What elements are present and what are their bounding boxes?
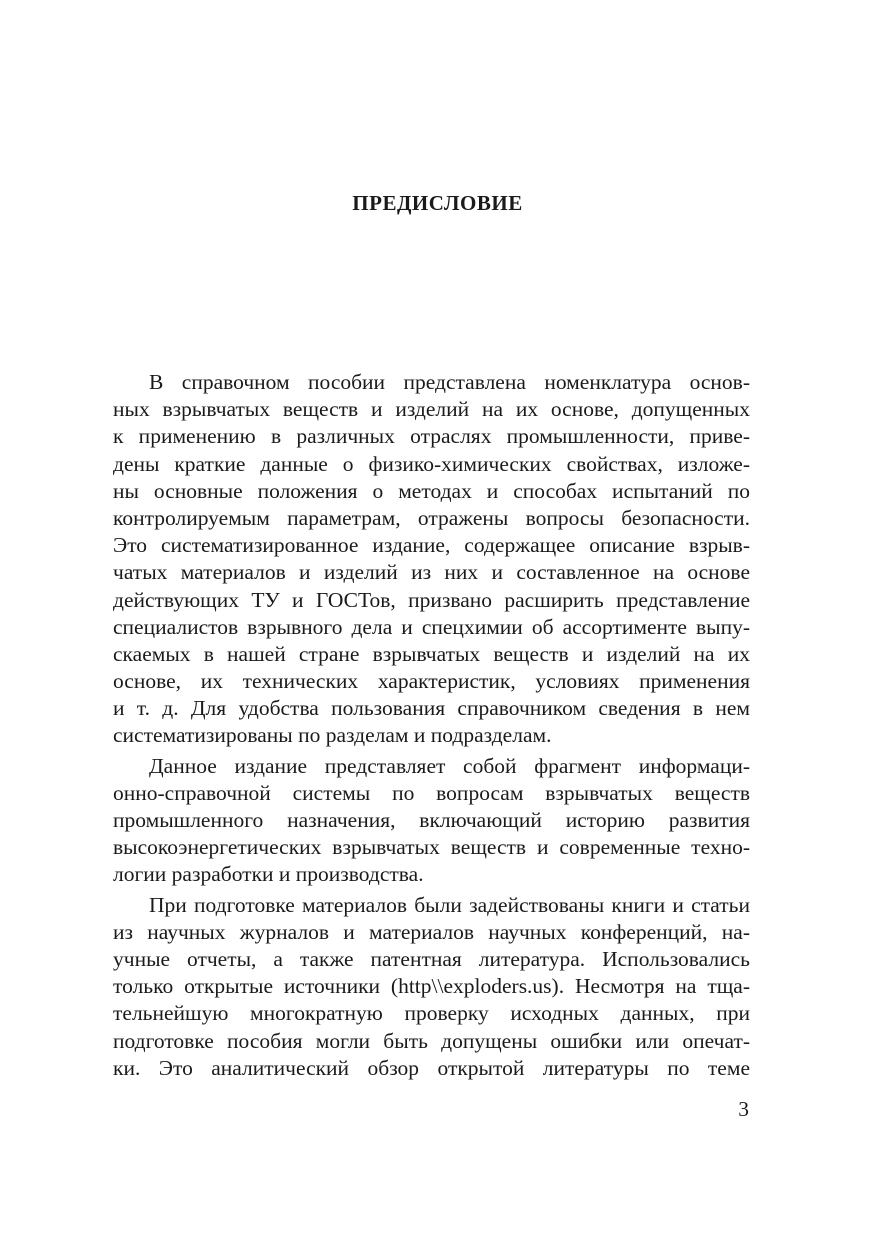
paragraph: [113, 369, 750, 750]
text-line: из научных журналов и материалов научных конференций, на-: [113, 919, 750, 944]
text-line: основе, их технических характеристик, условиях применения: [113, 669, 750, 694]
text-line: логии разработки и производства.: [113, 862, 424, 887]
page-title: ПРЕДИСЛОВИЕ: [352, 191, 523, 215]
paragraph: [113, 892, 750, 1082]
text-line: ки. Это аналитический обзор открытой литературы по теме: [113, 1055, 750, 1080]
text-line: чатых материалов и изделий из них и составленное на основе: [113, 560, 750, 585]
text-line: высокоэнергетических взрывчатых веществ и современные техно-: [113, 835, 750, 860]
text-line: контролируемым параметрам, отражены вопросы безопасности.: [113, 505, 750, 530]
text-line: Это систематизированное издание, содержащее описание взрыв-: [113, 533, 750, 558]
text-line: Данное издание представляет собой фрагмент информаци-: [149, 753, 750, 778]
text-line: скаемых в нашей стране взрывчатых веществ и изделий на их: [113, 641, 750, 666]
text-line: В справочном пособии представлена номенклатура основ-: [149, 370, 750, 394]
text-line: подготовке пособия могли быть допущены ошибки или опечат-: [113, 1028, 750, 1053]
text-line: учные отчеты, а также патентная литература. Использовались: [113, 946, 750, 971]
text-line: При подготовке материалов были задействованы книги и статьи: [149, 892, 750, 917]
text-line: специалистов взрывного дела и спецхимии об ассортименте выпу-: [113, 614, 750, 639]
page-number: 3: [738, 1097, 749, 1121]
text-line: только открытые источники (http\\exploders.us). Несмотря на тща-: [113, 974, 750, 999]
text-line: к применению в различных отраслях промышленности, приве-: [113, 424, 750, 449]
text-line: дены краткие данные о физико-химических свойствах, изложе-: [113, 451, 750, 476]
text-line: систематизированы по разделам и подразделам.: [113, 723, 552, 748]
text-line: онно-справочной системы по вопросам взрывчатых веществ: [113, 780, 750, 805]
text-line: тельнейшую многократную проверку исходных данных, при: [113, 1001, 750, 1026]
body-text: [113, 369, 750, 1082]
text-line: ных взрывчатых веществ и изделий на их основе, допущенных: [113, 397, 750, 422]
text-line: ны основные положения о методах и способах испытаний по: [113, 478, 750, 503]
paragraph: [113, 753, 750, 889]
text-line: действующих ТУ и ГОСТов, призвано расширить представление: [113, 587, 750, 612]
text-line: и т. д. Для удобства пользования справочником сведения в нем: [113, 696, 750, 721]
text-line: промышленного назначения, включающий историю развития: [113, 808, 750, 832]
